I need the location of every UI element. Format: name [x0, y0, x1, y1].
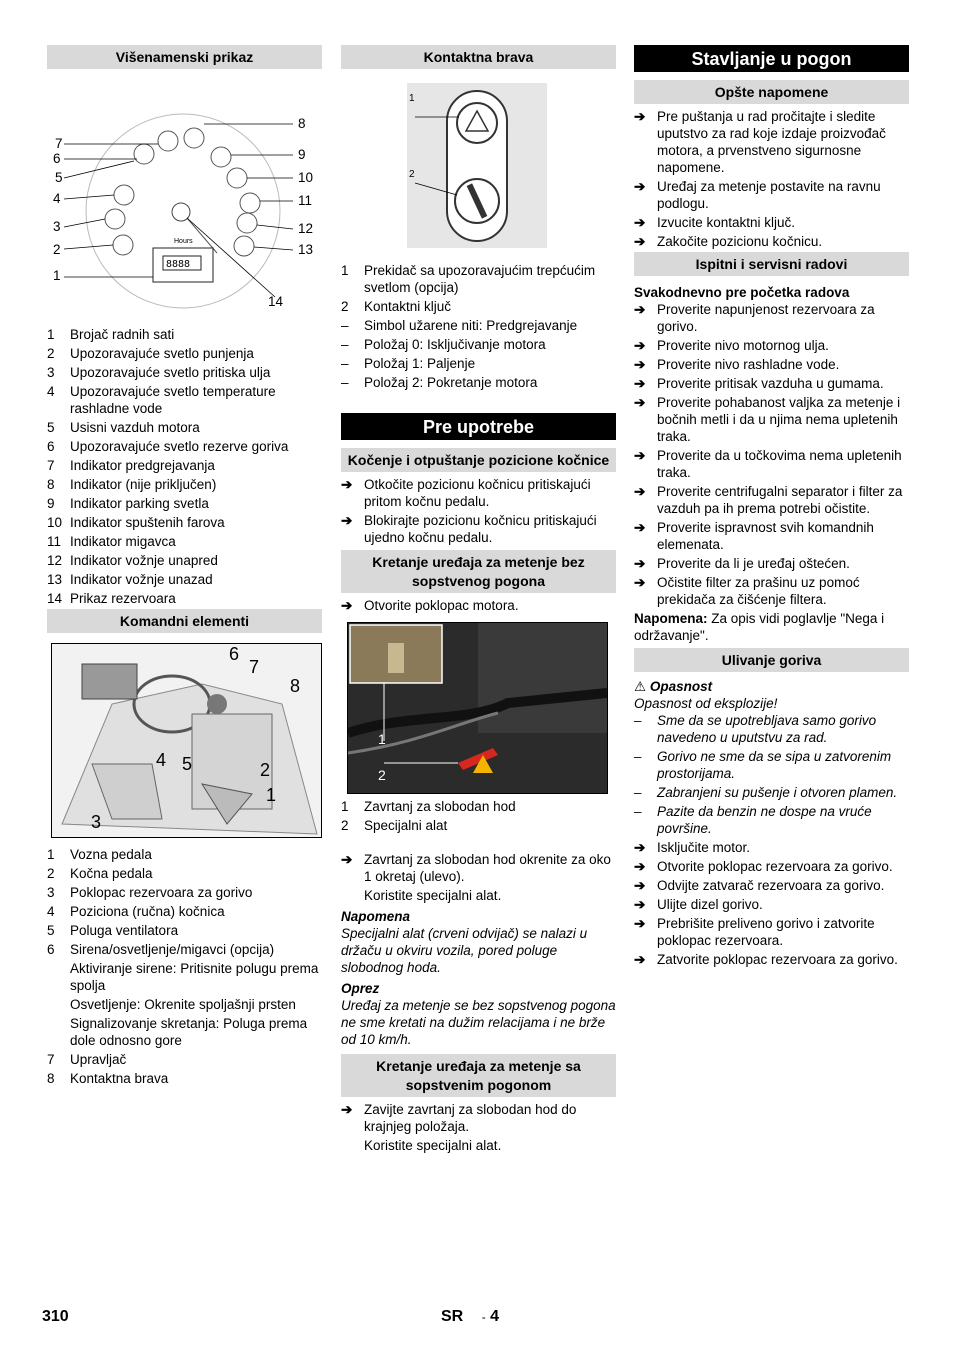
engine-list: [341, 798, 616, 834]
list-item: ➔ Otkočite pozicionu kočnicu pritiskajući pritom kočnu pedalu.: [341, 477, 591, 509]
danger-title-row: [634, 678, 909, 695]
photo-callout-5: 5: [182, 754, 193, 774]
warning-icon: ⚠: [634, 679, 647, 694]
callout-4: 4: [53, 191, 61, 206]
heading-fuel: Ulivanje goriva: [634, 648, 909, 672]
list-item: ➔ Proverite ispravnost svih komandnih elemenata.: [634, 520, 874, 552]
list-item: – Položaj 0: Isključivanje motora: [341, 337, 546, 352]
list-item: 6 Sirena/osvetljenje/migavci (opcija): [47, 942, 275, 957]
list-item: ➔ Proverite pohabanost valjka za metenje i bočnih metli i da u njima nema upletenih traka.: [634, 395, 901, 444]
lock-drawing: [407, 83, 547, 248]
list-item: ➔ Odvijte zatvarač rezervoara za gorivo.: [634, 878, 885, 893]
footer-language: [441, 1308, 499, 1326]
gauge-figure: [47, 73, 322, 318]
list-item: 8 Kontaktna brava: [47, 1071, 169, 1086]
self-list: [341, 1101, 616, 1135]
column-3: [634, 45, 909, 970]
column-2: [341, 45, 616, 1156]
list-item: 1 Prekidač sa upozoravajućim trepćućim svetlom (opcija): [341, 263, 596, 295]
sub-text: Osvetljenje: Okrenite spoljašnji prsten: [70, 997, 296, 1012]
photo-callout-4: 4: [156, 750, 167, 770]
lock-figure: [407, 83, 547, 248]
service-note: [634, 610, 909, 644]
controls-list-2: [47, 1051, 322, 1087]
daily-title: Svakodnevno pre početka radova: [634, 285, 850, 300]
list-item: 3 Poklopac rezervoara za gorivo: [47, 885, 253, 900]
list-item: ➔ Ulijte dizel gorivo.: [634, 897, 763, 912]
list-item: 1 Zavrtanj za slobodan hod: [341, 799, 516, 814]
list-item: 9 Indikator parking svetla: [47, 496, 209, 511]
heading-lock: Kontaktna brava: [341, 45, 616, 69]
heading-self-drive: Kretanje uređaja za metenje sa sopstvenim pogonom: [341, 1054, 616, 1097]
list-item: 2 Kontaktni ključ: [341, 299, 452, 314]
engine-callout-2: 2: [378, 767, 386, 783]
callout-10: 10: [298, 170, 314, 185]
lock-callout-1: 1: [409, 93, 415, 104]
list-item: 10 Indikator spuštenih farova: [47, 515, 225, 530]
photo-callout-3: 3: [91, 812, 102, 832]
footer-lang: SR: [441, 1308, 464, 1325]
list-item: 5 Poluga ventilatora: [47, 923, 179, 938]
svg-text:8888: 8888: [166, 259, 191, 270]
list-item: ➔ Isključite motor.: [634, 840, 751, 855]
callout-5: 5: [55, 170, 63, 185]
move-list: [341, 597, 616, 614]
heading-service: Ispitni i servisni radovi: [634, 252, 909, 276]
list-item: ➔ Blokirajte pozicionu kočnicu pritiskajući ujedno kočnu pedalu.: [341, 513, 597, 545]
sub-text: Koristite specijalni alat.: [364, 888, 502, 903]
display-list: [47, 326, 322, 607]
list-item: 1 Brojač radnih sati: [47, 327, 175, 342]
callout-1: 1: [53, 268, 61, 283]
heading-brake: Kočenje i otpuštanje pozicione kočnice: [341, 448, 616, 472]
list-item: ➔ Proverite da u točkovima nema upletenih traka.: [634, 448, 902, 480]
column-1: [47, 45, 322, 1089]
list-item: 2 Kočna pedala: [47, 866, 153, 881]
engine-drawing: [348, 623, 607, 793]
photo-callout-6: 6: [229, 644, 240, 664]
section-title-commissioning: Stavljanje u pogon: [634, 45, 909, 72]
move2-list: [341, 851, 616, 885]
danger-text: Opasnost od eksplozije!: [634, 696, 778, 711]
list-item: ➔ Uređaj za metenje postavite na ravnu podlogu.: [634, 179, 881, 211]
footer-num: 4: [490, 1308, 500, 1325]
list-item: ➔ Zakočite pozicionu kočnicu.: [634, 234, 823, 249]
list-item: 11 Indikator migavca: [47, 534, 176, 549]
list-item: 7 Upravljač: [47, 1052, 127, 1067]
callout-9: 9: [298, 147, 306, 162]
danger-title: Opasnost: [649, 679, 713, 694]
list-item: ➔ Proverite nivo rashladne vode.: [634, 357, 840, 372]
note-title: Napomena: [341, 909, 411, 924]
callout-14: 14: [268, 294, 284, 309]
list-item: ➔ Prebrišite preliveno gorivo i zatvorite poklopac rezervoara.: [634, 916, 875, 948]
list-item: – Sme da se upotrebljava samo gorivo navedeno u uputstvu za rad.: [634, 713, 877, 745]
photo-callout-8: 8: [290, 676, 301, 696]
gauge-drawing: [47, 73, 322, 318]
list-item: 3 Upozoravajuće svetlo pritiska ulja: [47, 365, 271, 380]
callout-2: 2: [53, 242, 61, 257]
list-item: 5 Usisni vazduh motora: [47, 420, 200, 435]
list-item: ➔ Zavrtanj za slobodan hod okrenite za oko 1 okretaj (ulevo).: [341, 852, 611, 884]
heading-display: Višenamenski prikaz: [47, 45, 322, 69]
list-item: – Simbol užarene niti: Predgrejavanje: [341, 318, 578, 333]
photo-callout-1: 1: [266, 785, 277, 805]
list-item: ➔ Otvorite poklopac motora.: [341, 598, 519, 613]
list-item: ➔ Očistite filter za prašinu uz pomoć prekidača za čišćenje filtera.: [634, 575, 860, 607]
page-number: 310: [42, 1308, 69, 1325]
sub-text: Aktiviranje sirene: Pritisnite polugu prema spolja: [70, 961, 319, 993]
list-item: ➔ Zavijte zavrtanj za slobodan hod do krajnjeg položaja.: [341, 1102, 577, 1134]
list-item: ➔ Proverite da li je uređaj oštećen.: [634, 556, 850, 571]
list-item: 12 Indikator vožnje unapred: [47, 553, 218, 568]
list-item: – Gorivo ne sme da se sipa u zatvorenim prostorijama.: [634, 749, 892, 781]
callout-11: 11: [298, 193, 313, 208]
controls-list: [47, 846, 322, 958]
list-item: ➔ Otvorite poklopac rezervoara za gorivo.: [634, 859, 893, 874]
caution-title: Oprez: [341, 981, 380, 996]
list-item: 7 Indikator predgrejavanja: [47, 458, 215, 473]
footer-sep: -: [481, 1310, 486, 1324]
list-item: ➔ Proverite pritisak vazduha u gumama.: [634, 376, 884, 391]
list-item: 13 Indikator vožnje unazad: [47, 572, 213, 587]
caution-text: Uređaj za metenje se bez sopstvenog pogona ne sme kretati na dužim relacijama i ne brže od 10 km/h.: [341, 998, 616, 1047]
fuel-list: [634, 839, 909, 968]
heading-move: Kretanje uređaja za metenje bez sopstvenog pogona: [341, 550, 616, 593]
lock-dash-list: [341, 317, 616, 391]
service-note-label: Napomena:: [634, 611, 708, 626]
list-item: 4 Poziciona (ručna) kočnica: [47, 904, 225, 919]
section-title-before-use: Pre upotrebe: [341, 413, 616, 440]
brake-list: [341, 476, 616, 546]
list-item: – Položaj 2: Pokretanje motora: [341, 375, 538, 390]
note-text: Specijalni alat (crveni odvijač) se nalazi u držaču u okviru vozila, pored poluge slobodnog hoda.: [341, 926, 588, 975]
controls-drawing: [52, 644, 321, 837]
callout-12: 12: [298, 221, 314, 236]
list-item: 8 Indikator (nije priključen): [47, 477, 217, 492]
list-item: ➔ Izvucite kontaktni ključ.: [634, 215, 796, 230]
controls-photo: [51, 643, 322, 838]
general-list: [634, 108, 909, 250]
lock-list: [341, 262, 616, 315]
service-note-text: Za opis vidi poglavlje "Nega i održavanje".: [634, 611, 885, 643]
callout-13: 13: [298, 242, 314, 257]
list-item: 2 Specijalni alat: [341, 818, 448, 833]
callout-8: 8: [298, 116, 306, 131]
photo-callout-7: 7: [249, 657, 260, 677]
sub-text: Signalizovanje skretanja: Poluga prema dole odnosno gore: [70, 1016, 308, 1048]
heading-controls: Komandni elementi: [47, 609, 322, 633]
sub-text: Koristite specijalni alat.: [364, 1138, 502, 1153]
lock-callout-2: 2: [409, 169, 415, 180]
heading-general: Opšte napomene: [634, 80, 909, 104]
list-item: ➔ Proverite napunjenost rezervoara za gorivo.: [634, 302, 875, 334]
list-item: – Položaj 1: Paljenje: [341, 356, 476, 371]
daily-list: [634, 301, 909, 608]
engine-photo: [347, 622, 608, 794]
list-item: 14 Prikaz rezervoara: [47, 591, 176, 606]
list-item: – Zabranjeni su pušenje i otvoren plamen.: [634, 785, 898, 800]
callout-3: 3: [53, 219, 61, 234]
gauge-hours-label: Hours: [174, 238, 193, 245]
callout-7: 7: [55, 136, 63, 151]
list-item: 2 Upozoravajuće svetlo punjenja: [47, 346, 254, 361]
engine-callout-1: 1: [378, 731, 386, 747]
list-item: – Pazite da benzin ne dospe na vruće površine.: [634, 804, 872, 836]
list-item: ➔ Pre puštanja u rad pročitajte i sledite uputstvo za rad koje izdaje proizvođač motora, a prvenstveno sigurnosne napomene.: [634, 109, 886, 175]
callout-6: 6: [53, 151, 61, 166]
list-item: 1 Vozna pedala: [47, 847, 152, 862]
photo-callout-2: 2: [260, 760, 271, 780]
list-item: ➔ Zatvorite poklopac rezervoara za gorivo.: [634, 952, 898, 967]
list-item: ➔ Proverite nivo motornog ulja.: [634, 338, 829, 353]
list-item: 6 Upozoravajuće svetlo rezerve goriva: [47, 439, 289, 454]
list-item: 4 Upozoravajuće svetlo temperature rashladne vode: [47, 384, 276, 416]
list-item: ➔ Proverite centrifugalni separator i filter za vazduh pa ih prema potrebi očistite.: [634, 484, 903, 516]
danger-list: [634, 712, 909, 837]
